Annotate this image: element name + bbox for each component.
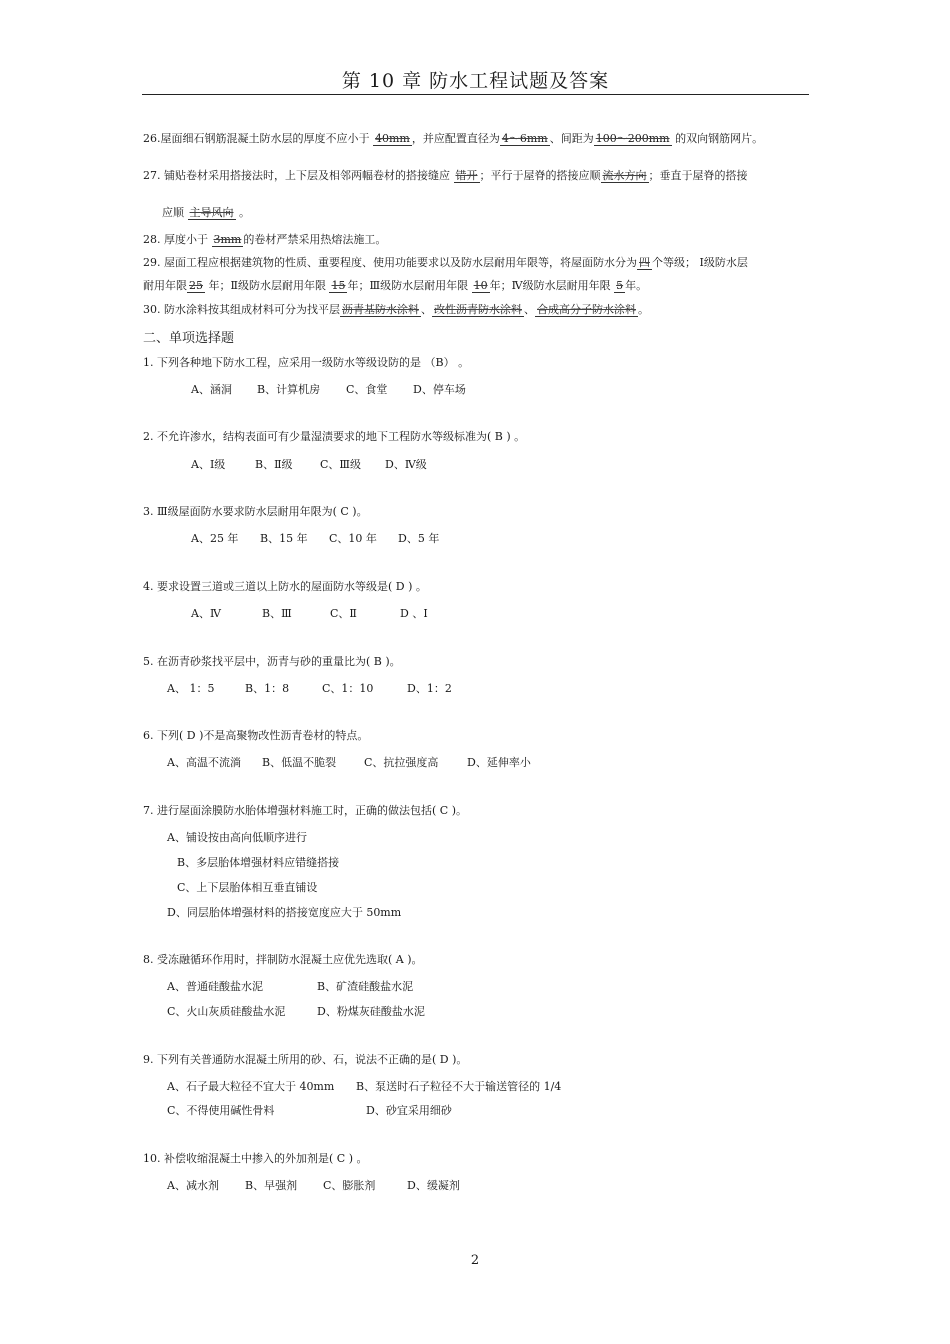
fill-question-30: [143, 303, 649, 317]
answer-blank: 错开: [455, 169, 478, 182]
question-text: ；平行于屋脊的搭接应顺: [479, 169, 601, 182]
option: A、Ⅳ: [191, 607, 221, 620]
question-text: 的卷材严禁采用热熔法施工。: [243, 233, 387, 246]
option: B、15 年: [260, 532, 308, 545]
option: A、高温不流淌: [167, 756, 241, 769]
option: D 、Ⅰ: [400, 607, 428, 620]
question-stem: 10. 补偿收缩混凝土中掺入的外加剂是( C ) 。: [143, 1152, 368, 1165]
question-text: 26.屋面细石钢筋混凝土防水层的厚度不应小于: [143, 132, 373, 145]
answer-blank: 15: [331, 279, 346, 292]
option: A、减水剂: [167, 1179, 219, 1192]
option: D、砂宜采用细砂: [366, 1104, 452, 1117]
option: C、1：10: [322, 682, 374, 695]
answer-blank: 主导风向: [189, 206, 234, 219]
answer-blank: 40mm: [375, 132, 410, 145]
page-title: 第 10 章 防水工程试题及答案: [341, 70, 610, 92]
option: A、铺设按由高向低顺序进行: [167, 831, 307, 844]
option: C、膨胀剂: [323, 1179, 376, 1192]
option: B、早强剂: [245, 1179, 298, 1192]
option: C、食堂: [346, 383, 388, 396]
answer-blank: 沥青基防水涂料: [342, 303, 419, 316]
option: D、粉煤灰硅酸盐水泥: [317, 1005, 425, 1018]
question-stem: 2. 不允许渗水，结构表面可有少量湿渍要求的地下工程防水等级标准为( B ) 。: [143, 430, 526, 443]
option: B、Ⅱ级: [255, 458, 293, 471]
option: A、涵洞: [191, 383, 232, 396]
option: D、缓凝剂: [407, 1179, 460, 1192]
option: B、泵送时石子粒径不大于输送管径的 1/4: [356, 1080, 562, 1093]
option: B、Ⅲ: [262, 607, 292, 620]
answer-blank: 四: [639, 256, 650, 269]
option: B、计算机房: [257, 383, 321, 396]
option: D、Ⅳ级: [385, 458, 427, 471]
option: A、Ⅰ级: [191, 458, 226, 471]
question-text: 28. 厚度小于: [143, 233, 212, 246]
page-number: 2: [470, 1253, 480, 1268]
fill-question-27: [143, 169, 748, 183]
option: C、上下层胎体相互垂直铺设: [177, 881, 318, 894]
answer-blank: 100～200mm: [595, 132, 670, 145]
question-text: 应顺: [162, 206, 188, 219]
option: C、抗拉强度高: [364, 756, 439, 769]
answer-blank: 10: [473, 279, 488, 292]
question-text: 年；Ⅱ级防水层耐用年限: [205, 279, 330, 292]
question-stem: 7. 进行屋面涂膜防水胎体增强材料施工时，正确的做法包括( C )。: [143, 804, 467, 817]
answer-blank: 4～6mm: [501, 132, 548, 145]
option: C、火山灰质硅酸盐水泥: [167, 1005, 286, 1018]
question-text: 30. 防水涂料按其组成材料可分为找平层: [143, 303, 340, 316]
option: D、同层胎体增强材料的搭接宽度应大于 50mm: [167, 906, 402, 919]
question-text: 27. 铺贴卷材采用搭接法时，上下层及相邻两幅卷材的搭接缝应: [143, 169, 454, 182]
option: C、Ⅲ级: [320, 458, 362, 471]
question-stem: 1. 下列各种地下防水工程，应采用一级防水等级设防的是 （B） 。: [143, 356, 470, 369]
question-stem: 3. Ⅲ级屋面防水要求防水层耐用年限为( C )。: [143, 505, 368, 518]
option: B、1：8: [245, 682, 290, 695]
option: C、不得使用碱性骨料: [167, 1104, 275, 1117]
question-stem: 8. 受冻融循环作用时，拌制防水混凝土应优先选取( A )。: [143, 953, 423, 966]
option: A、普通硅酸盐水泥: [167, 980, 263, 993]
question-text: 29. 屋面工程应根据建筑物的性质、重要程度、使用功能要求以及防水层耐用年限等，将屋面防水分为: [143, 256, 637, 269]
answer-blank: 5: [616, 279, 624, 292]
option: C、10 年: [329, 532, 377, 545]
option: C、Ⅱ: [330, 607, 357, 620]
answer-blank: 合成高分子防水涂料: [537, 303, 636, 316]
question-text: 、间距为: [549, 132, 594, 145]
fill-question-28: [143, 233, 386, 247]
question-stem: 9. 下列有关普通防水混凝土所用的砂、石，说法不正确的是( D )。: [143, 1053, 468, 1066]
option: B、多层胎体增强材料应错缝搭接: [177, 856, 340, 869]
answer-blank: 3mm: [213, 233, 242, 246]
option: A、石子最大粒径不宜大于 40mm: [167, 1080, 335, 1093]
option: A、 1：5: [167, 682, 215, 695]
answer-blank: 流水方向: [602, 169, 647, 182]
question-text: 、: [524, 303, 535, 316]
question-text: ；垂直于屋脊的搭接: [648, 169, 748, 182]
question-text: 耐用年限: [143, 279, 187, 292]
question-text: 年。: [625, 279, 648, 292]
section-title: 二、单项选择题: [143, 331, 235, 346]
question-text: 。: [235, 206, 250, 219]
question-text: 、: [421, 303, 432, 316]
question-text: 年；Ⅳ级防水层耐用年限: [489, 279, 615, 292]
option: B、矿渣硅酸盐水泥: [317, 980, 414, 993]
question-text: 个等级； Ⅰ级防水层: [652, 256, 748, 269]
option: D、停车场: [413, 383, 466, 396]
question-text: ，并应配置直径为: [411, 132, 500, 145]
option: D、1：2: [407, 682, 452, 695]
question-stem: 4. 要求设置三道或三道以上防水的屋面防水等级是( D ) 。: [143, 580, 427, 593]
question-stem: 6. 下列( D )不是高聚物改性沥青卷材的特点。: [143, 729, 369, 742]
fill-question-26: [143, 132, 763, 146]
header-divider: [142, 94, 809, 95]
option: B、低温不脆裂: [262, 756, 337, 769]
answer-blank: 25: [189, 279, 203, 292]
fill-question-27-cont: [162, 206, 250, 220]
option: D、延伸率小: [467, 756, 531, 769]
question-text: 。: [638, 303, 649, 316]
option: A、25 年: [191, 532, 239, 545]
answer-blank: 改性沥青防水涂料: [434, 303, 522, 316]
fill-question-29-cont: [143, 279, 647, 293]
question-stem: 5. 在沥青砂浆找平层中，沥青与砂的重量比为( B )。: [143, 655, 401, 668]
fill-question-29: [143, 256, 748, 270]
option: D、5 年: [398, 532, 440, 545]
question-text: 的双向钢筋网片。: [671, 132, 764, 145]
question-text: 年；Ⅲ级防水层耐用年限: [347, 279, 472, 292]
